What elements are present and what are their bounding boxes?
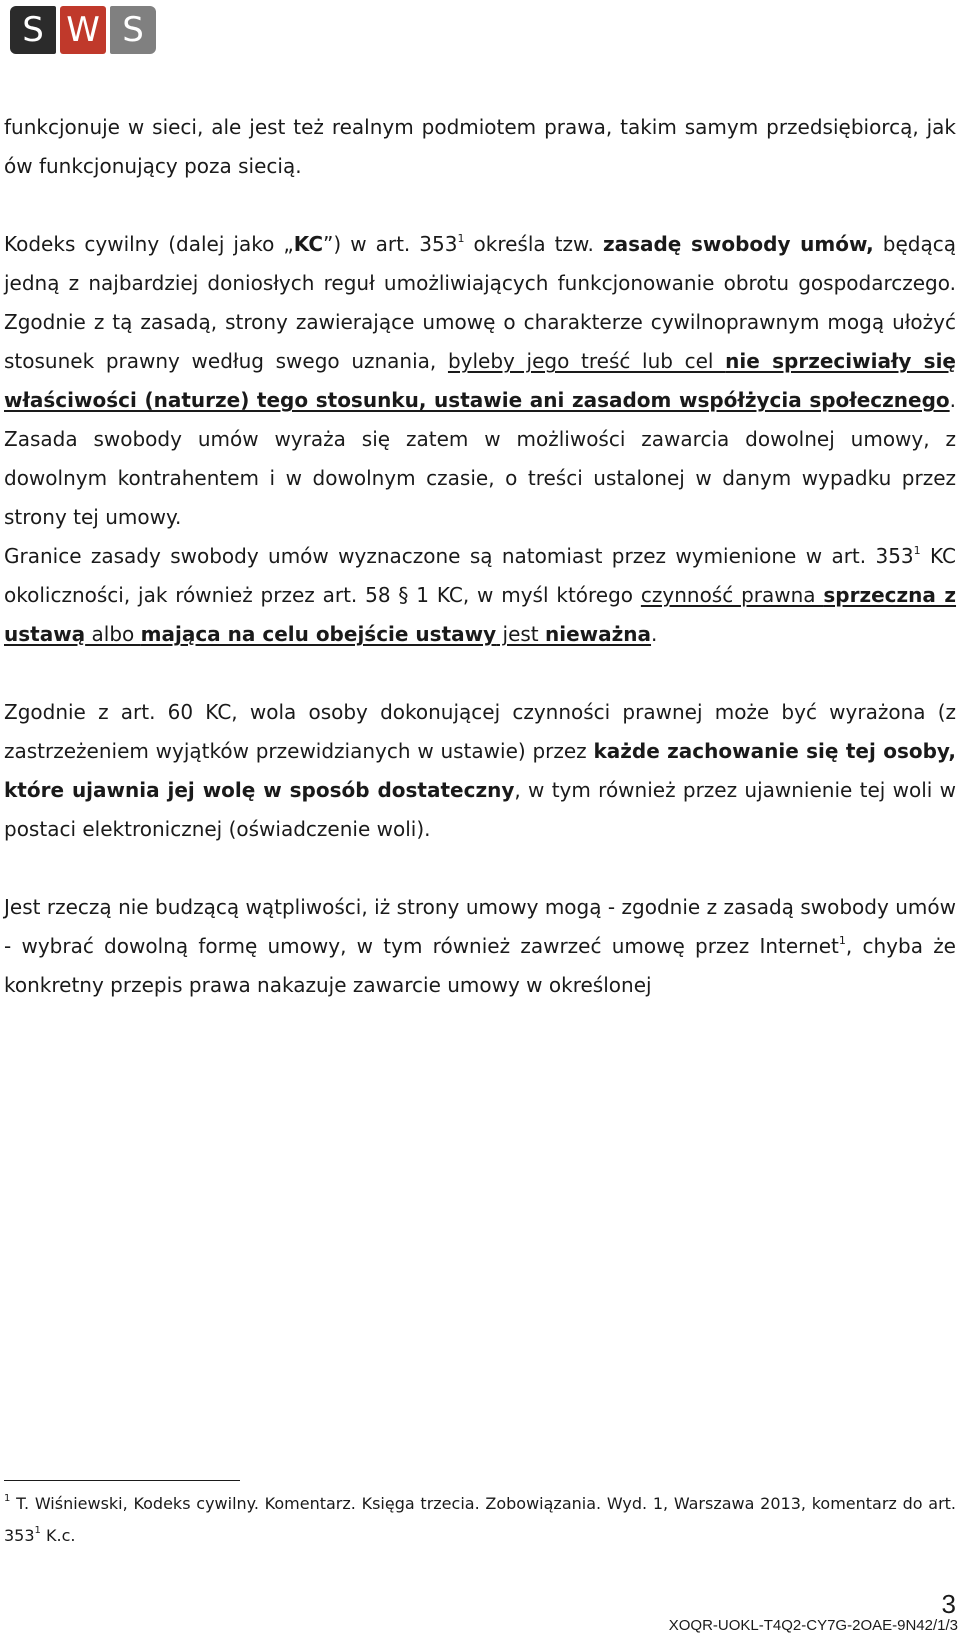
- superscript: 1: [913, 544, 921, 557]
- page-number: 3: [941, 1589, 956, 1619]
- bold-phrase: każde zachowanie się tej osoby, które ujawnia jej wolę w sposób dostateczny: [4, 739, 957, 802]
- underlined-phrase: jest: [496, 622, 545, 646]
- paragraph-internet-contracts: Jest rzeczą nie budzącą wątpliwości, iż strony umowy mogą - zgodnie z zasadą swobody umów - wybrać dowolną formę umowy, w tym również zawrzeć umowę przez Internet$^1$, chyba że konkretny przepis prawa nakazuje zawarcie umowy w określonej: [4, 895, 956, 997]
- footnote-reference: 1: [457, 232, 465, 245]
- footnote-marker: 1: [4, 1493, 11, 1504]
- underlined-bold-phrase: sprzeczna z ustawą: [4, 583, 957, 646]
- logo-letter-s-second: S: [110, 6, 156, 54]
- footnote: $^1$ T. Wiśniewski, Kodeks cywilny. Komentarz. Księga trzecia. Zobowiązania. Wyd. 1, Warszawa 2013, komentarz do art. $353^1$ K.c.: [4, 1493, 956, 1545]
- sws-logo: [10, 6, 156, 54]
- document-body: [4, 108, 956, 1005]
- bold-phrase: zasadę swobody umów,: [602, 232, 874, 256]
- underlined-bold-phrase: nieważna: [545, 622, 652, 646]
- footnote-reference: 1: [838, 934, 846, 947]
- paragraph-intro: funkcjonuje w sieci, ale jest też realnym podmiotem prawa, takim samym przedsiębiorcą, jak ów funkcjonujący poza siecią.: [4, 115, 956, 178]
- logo-letter-s-first: S: [10, 6, 56, 54]
- document-identifier: XOQR-UOKL-T4Q2-CY7G-2OAE-9N42/1/3: [668, 1617, 958, 1634]
- underlined-phrase: czynność prawna: [640, 583, 824, 607]
- underlined-phrase: albo: [85, 622, 141, 646]
- superscript: 1: [34, 1525, 41, 1536]
- footnote-separator: [4, 1480, 240, 1481]
- underlined-bold-phrase: mająca na celu obejście ustawy: [140, 622, 497, 646]
- logo-letter-w: W: [60, 6, 106, 54]
- paragraph-limits: Granice zasady swobody umów wyznaczone są natomiast przez wymienione w art. $353^1$ KC okoliczności, jak również przez art. 58 § 1 KC, w myśl którego czynność prawna sprzeczna z ustawą albo mająca na celu obejście ustawy jest nieważna.: [4, 544, 957, 646]
- kc-abbreviation: KC: [293, 232, 324, 256]
- paragraph-freedom-of-contract: Kodeks cywilny (dalej jako „KC”) w art. $353^1$ określa tzw. zasadę swobody umów, będącą jedną z najbardziej doniosłych reguł umożliwiających funkcjonowanie obrotu gospodarczego. Zgodnie z tą zasadą, strony zawierające umowę o charakterze cywilnoprawnym mogą ułożyć stosunek prawny według swego uznania, byleby jego treść lub cel nie sprzeciwiały się właściwości (naturze) tego stosunku, ustawie ani zasadom współżycia społecznego. Zasada swobody umów wyraża się zatem w możliwości zawarcia dowolnej umowy, z dowolnym kontrahentem i w dowolnym czasie, o treści ustalonej w danym wypadku przez strony tej umowy.: [4, 232, 956, 529]
- paragraph-declaration-of-will: Zgodnie z art. 60 KC, wola osoby dokonującej czynności prawnej może być wyrażona (z zastrzeżeniem wyjątków przewidzianych w ustawie) przez każde zachowanie się tej osoby, które ujawnia jej wolę w sposób dostateczny, w tym również przez ujawnienie tej woli w postaci elektronicznej (oświadczenie woli).: [4, 700, 957, 841]
- underlined-phrase: byleby jego treść lub cel: [447, 349, 726, 373]
- underlined-bold-phrase: nie sprzeciwiały się właściwości (naturze) tego stosunku, ustawie ani zasadom współżycia społecznego: [4, 349, 956, 412]
